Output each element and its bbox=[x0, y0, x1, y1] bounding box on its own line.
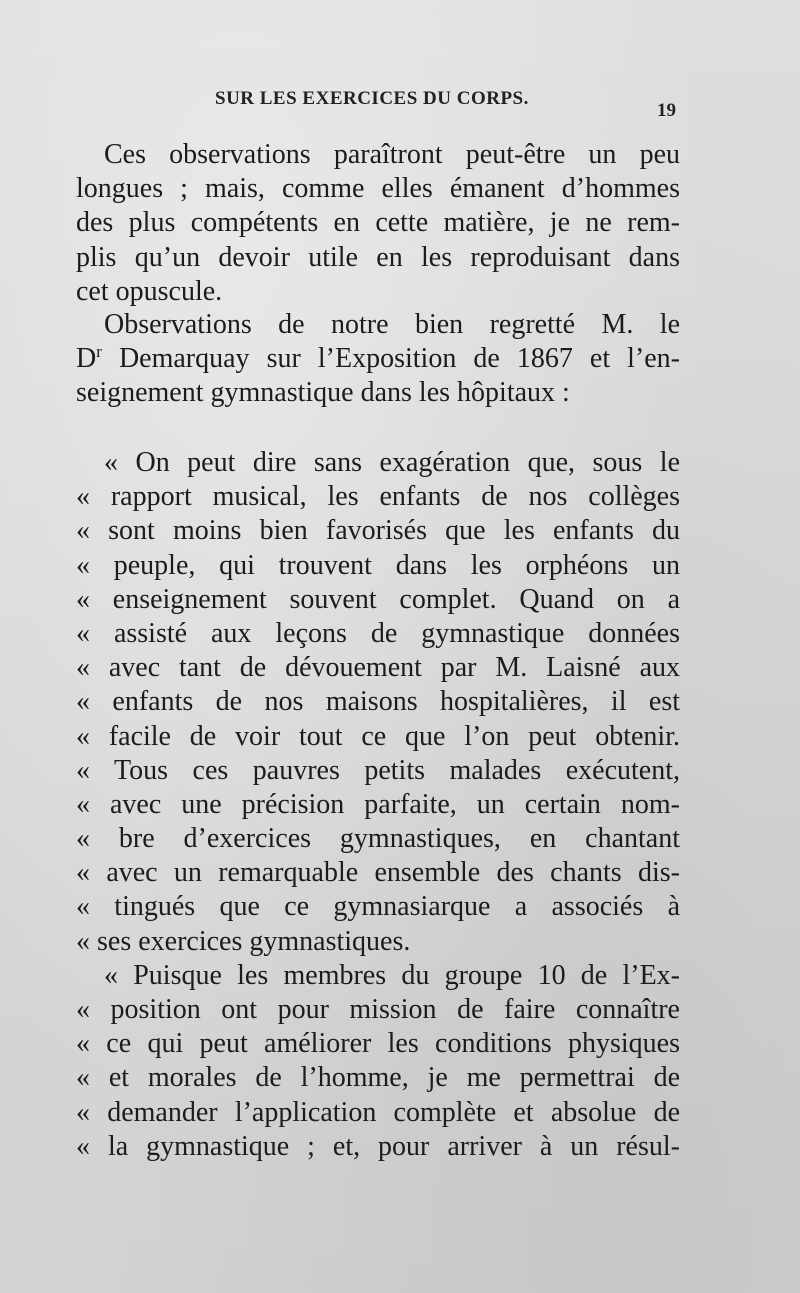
quote-line: « enfants de nos maisons hospitalières, il est bbox=[76, 686, 680, 718]
quote-line: « demander l’application complète et absolue de bbox=[76, 1096, 680, 1128]
quote-line: « rapport musical, les enfants de nos collèges bbox=[76, 481, 680, 513]
text-line: Observations de notre bien regretté M. le bbox=[104, 309, 680, 340]
quote-line: « peuple, qui trouvent dans les orphéons un bbox=[76, 549, 680, 581]
doctor-abbrev: D bbox=[76, 343, 97, 375]
running-head: SUR LES EXERCICES DU CORPS. bbox=[215, 88, 529, 109]
text-line: seignement gymnastique dans les hôpitaux : bbox=[76, 377, 570, 409]
quote-line: « tingués que ce gymnasiarque a associés à bbox=[76, 891, 680, 923]
quote-line: « et morales de l’homme, je me permettrai de bbox=[76, 1062, 680, 1094]
quote-line: « enseignement souvent complet. Quand on a bbox=[76, 583, 680, 615]
quote-line: « sont moins bien favorisés que les enfants du bbox=[76, 515, 680, 547]
text-line: longues ; mais, comme elles émanent d’hommes bbox=[76, 173, 680, 205]
quote-line: « la gymnastique ; et, pour arriver à un résul- bbox=[76, 1130, 680, 1162]
quote-line: « Tous ces pauvres petits malades exécutent, bbox=[76, 754, 680, 786]
quote-line: « bre d’exercices gymnastiques, en chantant bbox=[76, 823, 680, 855]
quote-line: « ses exercices gymnastiques. bbox=[76, 925, 411, 957]
text-line: plis qu’un devoir utile en les reproduisant dans bbox=[76, 241, 680, 273]
text-line: cet opuscule. bbox=[76, 275, 223, 307]
quote-line: « assisté aux leçons de gymnastique données bbox=[76, 617, 680, 649]
quote-line: « avec un remarquable ensemble des chants dis- bbox=[76, 857, 680, 889]
quote-line: « facile de voir tout ce que l’on peut obtenir. bbox=[76, 720, 680, 752]
quote-line: « On peut dire sans exagération que, sous le bbox=[104, 447, 680, 478]
text-line: Ces observations paraîtront peut-être un peu bbox=[104, 139, 680, 170]
doctor-abbrev-superscript: r bbox=[96, 342, 102, 362]
text-line: des plus compétents en cette matière, je ne rem- bbox=[76, 207, 680, 239]
quote-line: « avec tant de dévouement par M. Laisné aux bbox=[76, 652, 680, 684]
quote-line: « Puisque les membres du groupe 10 de l’Ex- bbox=[104, 959, 680, 991]
page-number: 19 bbox=[657, 100, 676, 121]
text-line bbox=[76, 342, 680, 376]
paragraph-demarquay-intro bbox=[76, 308, 680, 411]
quote-line: « ce qui peut améliorer les conditions physiques bbox=[76, 1028, 680, 1060]
quote-line: « avec une précision parfaite, un certain nom- bbox=[76, 788, 680, 820]
paragraph-observations bbox=[76, 138, 680, 309]
text-line-rest: Demarquay sur l’Exposition de 1867 et l’en- bbox=[101, 343, 680, 375]
quote-line: « position ont pour mission de faire connaître bbox=[76, 994, 680, 1025]
quotation bbox=[76, 446, 680, 1164]
